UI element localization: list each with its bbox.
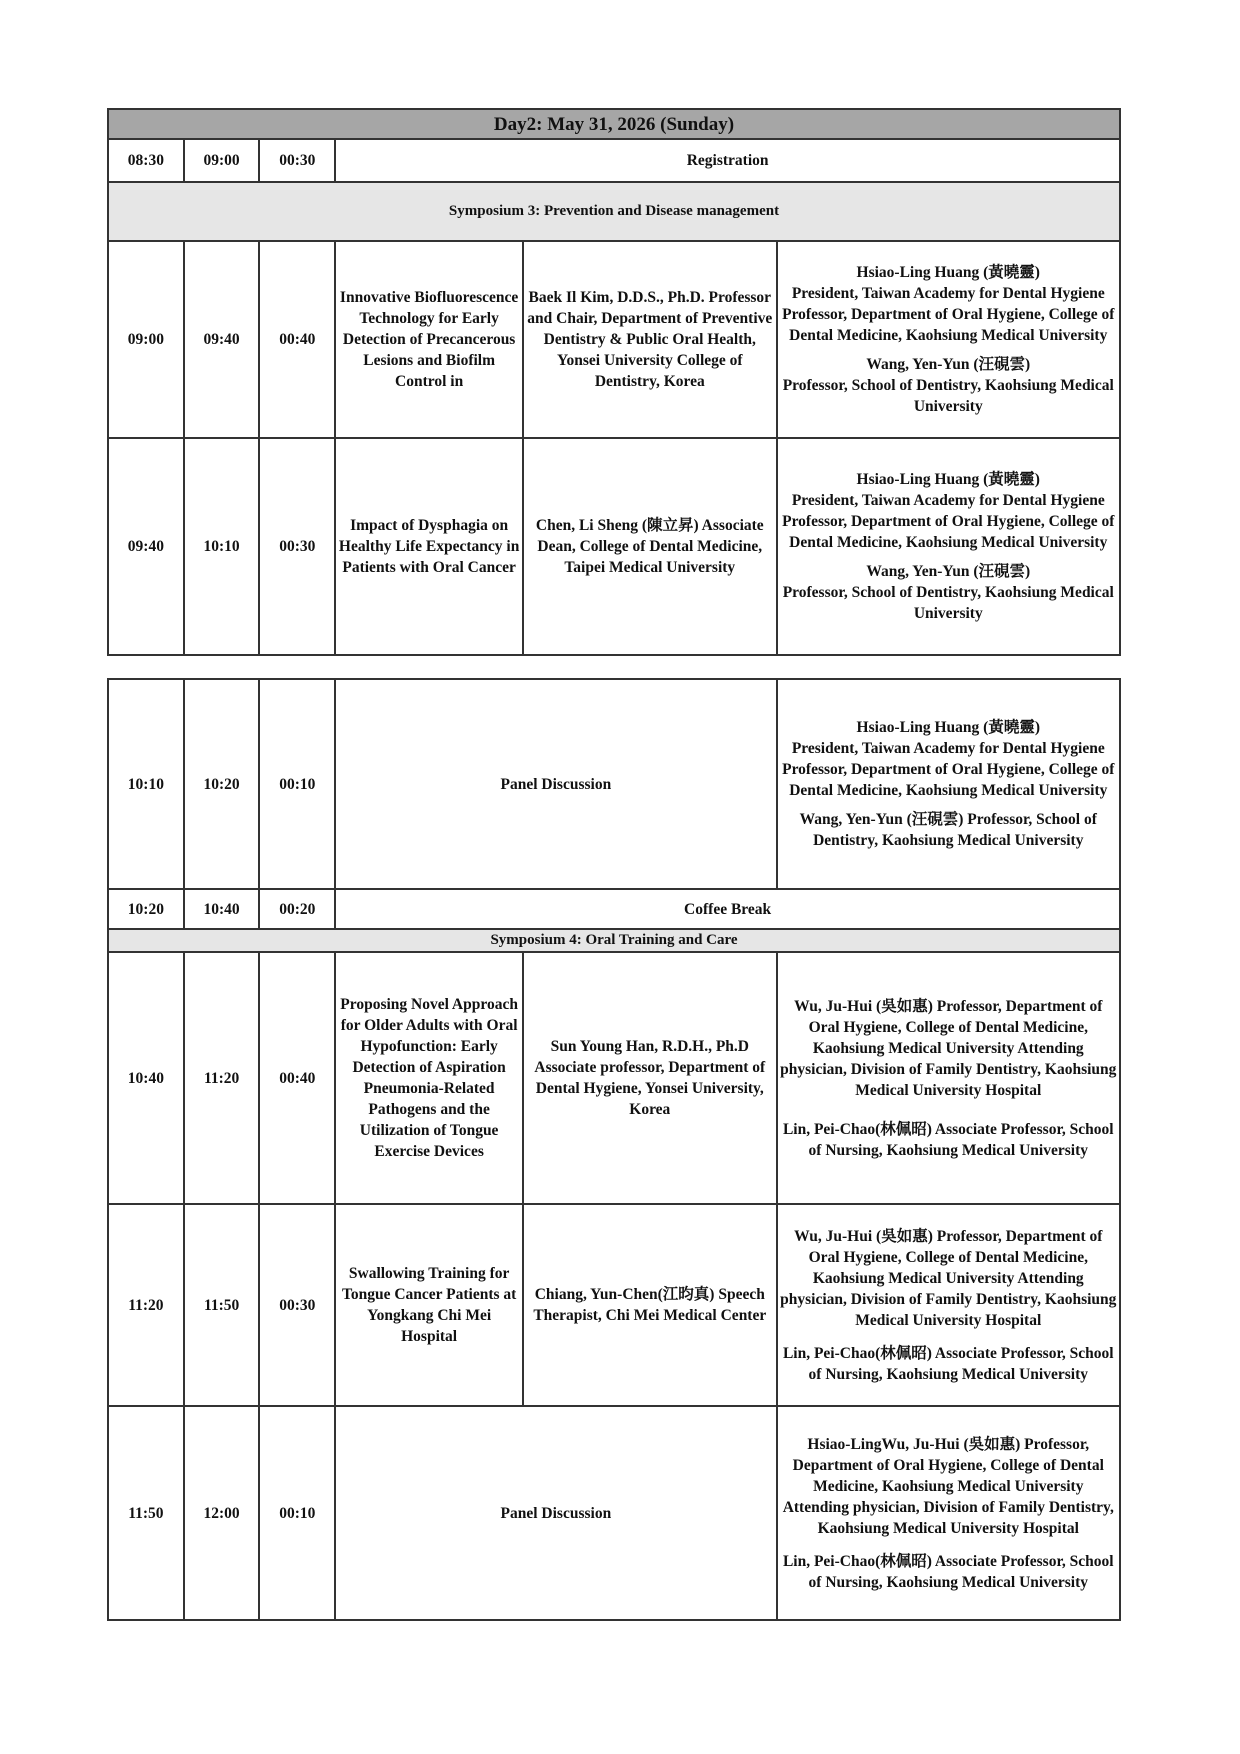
moderators	[777, 679, 1120, 889]
moderator-affiliation: President, Taiwan Academy for Dental Hygiene Professor, Department of Oral Hygiene, College of Dental Medicine, Kaohsiung Medical University	[782, 285, 1115, 344]
moderator: Wang, Yen-Yun (汪硯雲) Professor, School of Dentistry, Kaohsiung Medical University	[799, 811, 1097, 849]
start-time: 10:10	[108, 679, 184, 889]
talk-title: Impact of Dysphagia on Healthy Life Expectancy in Patients with Oral Cancer	[335, 438, 523, 655]
symposium3-title: Symposium 3: Prevention and Disease management	[108, 182, 1120, 241]
moderators	[777, 952, 1120, 1204]
table-row-registration	[108, 139, 1120, 182]
end-time: 10:20	[184, 679, 260, 889]
end-time: 10:40	[184, 889, 260, 929]
day-title: Day2: May 31, 2026 (Sunday)	[108, 109, 1120, 139]
table-row-talk	[108, 438, 1120, 655]
moderators	[777, 438, 1120, 655]
moderators	[777, 241, 1120, 438]
start-time: 09:40	[108, 438, 184, 655]
moderators	[777, 1204, 1120, 1406]
duration: 00:30	[259, 139, 335, 182]
duration: 00:30	[259, 438, 335, 655]
moderator-name: Wang, Yen-Yun (汪硯雲)	[866, 356, 1031, 373]
moderator-affiliation: Professor, School of Dentistry, Kaohsiung Medical University	[782, 377, 1114, 415]
moderator-name: Hsiao-Ling Huang (黃曉靈)	[856, 264, 1040, 281]
moderator: Lin, Pei-Chao(林佩昭) Associate Professor, School of Nursing, Kaohsiung Medical University	[782, 1120, 1114, 1159]
duration: 00:10	[259, 1406, 335, 1620]
registration-label: Registration	[335, 139, 1120, 182]
end-time: 09:00	[184, 139, 260, 182]
end-time: 11:20	[184, 952, 260, 1204]
symposium4-title: Symposium 4: Oral Training and Care	[108, 929, 1120, 952]
table-row-talk	[108, 241, 1120, 438]
duration: 00:40	[259, 952, 335, 1204]
moderator: Hsiao-LingWu, Ju-Hui (吳如惠) Professor, Department of Oral Hygiene, College of Dental Medicine, Kaohsiung Medical University Attending physician, Division of Family Dentistry, Kaohsiung Medical University Hospital	[782, 1435, 1114, 1537]
start-time: 09:00	[108, 241, 184, 438]
start-time: 11:20	[108, 1204, 184, 1406]
symposium-row	[108, 182, 1120, 241]
schedule-table-part2	[107, 678, 1121, 1621]
moderator: Wu, Ju-Hui (吳如惠) Professor, Department of Oral Hygiene, College of Dental Medicine, Kaohsiung Medical University Attending physician, Division of Family Dentistry, Kaohsiung Medical University Hospital	[780, 997, 1117, 1099]
duration: 00:10	[259, 679, 335, 889]
end-time: 09:40	[184, 241, 260, 438]
moderator-name: Hsiao-Ling Huang (黃曉靈)	[856, 719, 1040, 736]
moderator-affiliation: Professor, School of Dentistry, Kaohsiung Medical University	[782, 584, 1114, 622]
moderators	[777, 1406, 1120, 1620]
table-row-coffee	[108, 889, 1120, 929]
moderator: Lin, Pei-Chao(林佩昭) Associate Professor, School of Nursing, Kaohsiung Medical University	[782, 1552, 1114, 1591]
table-row-talk	[108, 952, 1120, 1204]
talk-title: Swallowing Training for Tongue Cancer Patients at Yongkang Chi Mei Hospital	[335, 1204, 523, 1406]
start-time: 10:40	[108, 952, 184, 1204]
coffee-label: Coffee Break	[335, 889, 1120, 929]
start-time: 10:20	[108, 889, 184, 929]
moderator: Wu, Ju-Hui (吳如惠) Professor, Department of Oral Hygiene, College of Dental Medicine, Kaohsiung Medical University Attending physician, Division of Family Dentistry, Kaohsiung Medical University Hospital	[780, 1227, 1117, 1329]
start-time: 08:30	[108, 139, 184, 182]
duration: 00:40	[259, 241, 335, 438]
schedule-table-part1	[107, 108, 1121, 656]
duration: 00:20	[259, 889, 335, 929]
table-row-panel	[108, 679, 1120, 889]
moderator-name: Hsiao-Ling Huang (黃曉靈)	[856, 471, 1040, 488]
moderator-affiliation: President, Taiwan Academy for Dental Hygiene Professor, Department of Oral Hygiene, College of Dental Medicine, Kaohsiung Medical University	[782, 492, 1115, 551]
moderator: Lin, Pei-Chao(林佩昭) Associate Professor, School of Nursing, Kaohsiung Medical University	[782, 1344, 1114, 1383]
table-row-talk	[108, 1204, 1120, 1406]
panel-label: Panel Discussion	[335, 1406, 776, 1620]
panel-label: Panel Discussion	[335, 679, 776, 889]
talk-title: Proposing Novel Approach for Older Adults with Oral Hypofunction: Early Detection of Aspiration Pneumonia-Related Pathogens and the Utilization of Tongue Exercise Devices	[335, 952, 523, 1204]
end-time: 12:00	[184, 1406, 260, 1620]
moderator-affiliation: President, Taiwan Academy for Dental Hygiene Professor, Department of Oral Hygiene, College of Dental Medicine, Kaohsiung Medical University	[782, 740, 1115, 799]
table-row-panel	[108, 1406, 1120, 1620]
day-header-row	[108, 109, 1120, 139]
start-time: 11:50	[108, 1406, 184, 1620]
end-time: 11:50	[184, 1204, 260, 1406]
end-time: 10:10	[184, 438, 260, 655]
speaker: Chiang, Yun-Chen(江昀真) Speech Therapist, Chi Mei Medical Center	[523, 1204, 777, 1406]
symposium-row	[108, 929, 1120, 952]
speaker: Baek Il Kim, D.D.S., Ph.D. Professor and Chair, Department of Preventive Dentistry & Public Oral Health, Yonsei University College of Dentistry, Korea	[523, 241, 776, 438]
talk-title: Innovative Biofluorescence Technology for Early Detection of Precancerous Lesions and Biofilm Control in	[335, 241, 523, 438]
speaker: Sun Young Han, R.D.H., Ph.D Associate professor, Department of Dental Hygiene, Yonsei University, Korea	[523, 952, 777, 1204]
moderator-name: Wang, Yen-Yun (汪硯雲)	[866, 563, 1031, 580]
duration: 00:30	[259, 1204, 335, 1406]
speaker: Chen, Li Sheng (陳立昇) Associate Dean, College of Dental Medicine, Taipei Medical University	[523, 438, 776, 655]
